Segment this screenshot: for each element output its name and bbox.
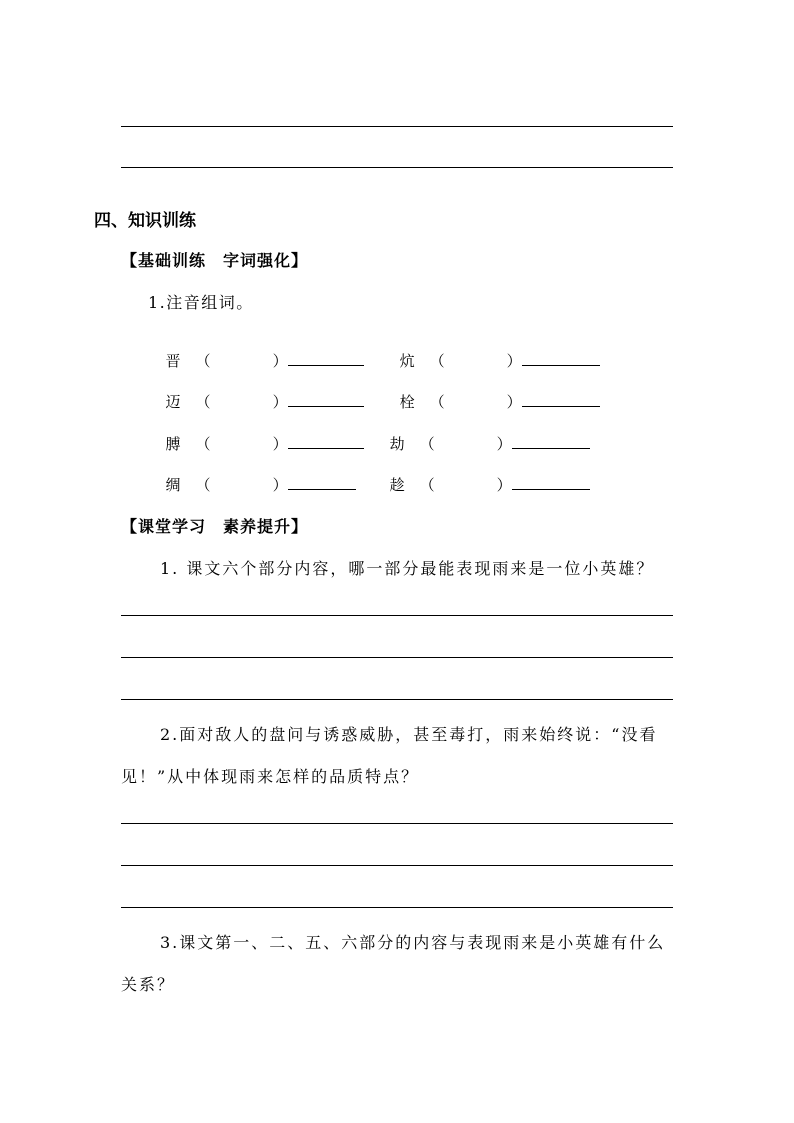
answer-line[interactable] <box>121 167 673 168</box>
close-paren: ） <box>272 393 288 411</box>
character: 栓 <box>399 393 415 411</box>
question-pinyin-instruction: 1.注音组词。 <box>148 293 254 312</box>
word-blank[interactable] <box>512 477 590 490</box>
character: 趁 <box>389 476 405 494</box>
character: 绸 <box>165 476 181 494</box>
character: 劫 <box>389 435 405 453</box>
open-paren: （ <box>419 476 435 494</box>
close-paren: ） <box>272 352 288 370</box>
character: 晋 <box>165 352 181 370</box>
basic-training-heading: 【基础训练 字词强化】 <box>121 251 309 270</box>
character: 炕 <box>399 352 415 370</box>
character: 膊 <box>165 435 181 453</box>
close-paren: ） <box>496 435 512 453</box>
word-blank[interactable] <box>512 436 590 449</box>
word-blank[interactable] <box>288 353 364 366</box>
answer-line[interactable] <box>121 823 673 824</box>
pinyin-row <box>156 332 600 371</box>
answer-line[interactable] <box>121 907 673 908</box>
close-paren: ） <box>506 393 522 411</box>
pinyin-row <box>156 456 590 495</box>
open-paren: （ <box>195 476 211 494</box>
classroom-question-3-line-1: 3.课文第一、二、五、六部分的内容与表现雨来是小英雄有什么 <box>160 933 666 952</box>
open-paren: （ <box>195 352 211 370</box>
close-paren: ） <box>496 476 512 494</box>
answer-line[interactable] <box>121 126 673 127</box>
classroom-question-1: 1. 课文六个部分内容，哪一部分最能表现雨来是一位小英雄？ <box>160 559 655 578</box>
answer-line[interactable] <box>121 657 673 658</box>
close-paren: ） <box>272 435 288 453</box>
open-paren: （ <box>195 393 211 411</box>
classroom-heading: 【课堂学习 素养提升】 <box>121 517 309 536</box>
word-blank[interactable] <box>288 477 356 490</box>
open-paren: （ <box>429 352 445 370</box>
answer-line[interactable] <box>121 615 673 616</box>
close-paren: ） <box>506 352 522 370</box>
classroom-question-2-line-2: 见！”从中体现雨来怎样的品质特点？ <box>121 767 420 786</box>
pinyin-row <box>156 415 590 454</box>
close-paren: ） <box>272 476 288 494</box>
section-title: 四、知识训练 <box>94 211 196 231</box>
word-blank[interactable] <box>288 394 364 407</box>
word-blank[interactable] <box>522 394 600 407</box>
classroom-question-3-line-2: 关系？ <box>121 975 176 994</box>
open-paren: （ <box>195 435 211 453</box>
open-paren: （ <box>419 435 435 453</box>
word-blank[interactable] <box>288 436 364 449</box>
answer-line[interactable] <box>121 865 673 866</box>
character: 迈 <box>165 393 181 411</box>
pinyin-row <box>156 373 600 412</box>
word-blank[interactable] <box>522 353 600 366</box>
open-paren: （ <box>429 393 445 411</box>
answer-line[interactable] <box>121 699 673 700</box>
classroom-question-2-line-1: 2.面对敌人的盘问与诱惑威胁，甚至毒打，雨来始终说：“没看 <box>160 725 658 744</box>
